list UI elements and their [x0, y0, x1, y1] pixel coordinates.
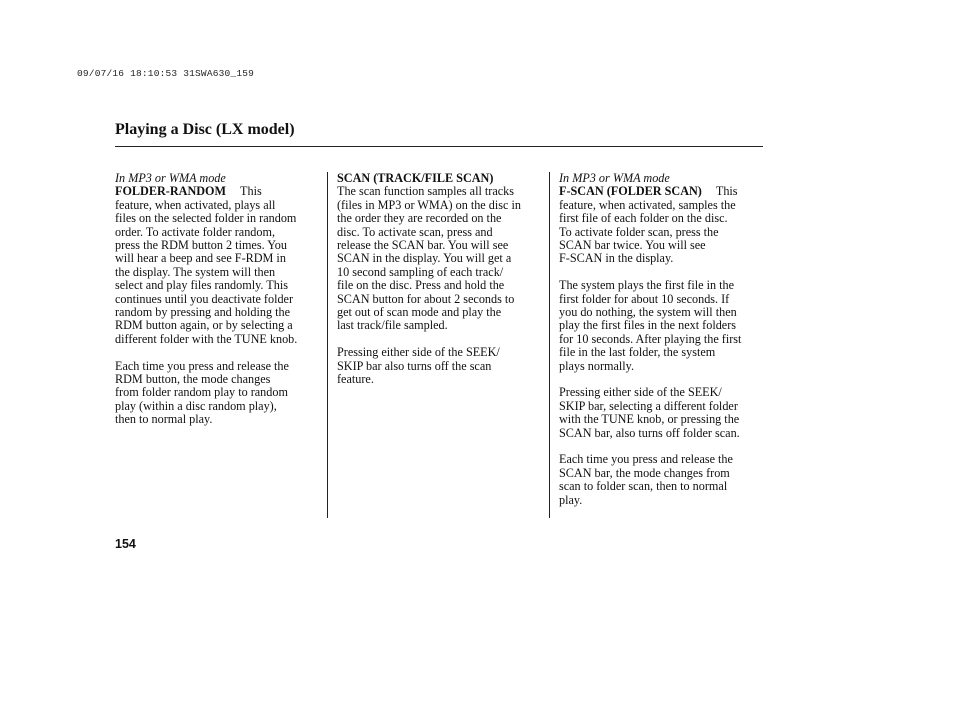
text-line: (files in MP3 or WMA) on the disc in [337, 197, 521, 212]
text-line: RDM button again, or by selecting a [115, 318, 293, 333]
text-line: SCAN bar, also turns off folder scan. [559, 425, 740, 440]
text-line: F-SCAN in the display. [559, 251, 674, 266]
text-line: The scan function samples all tracks [337, 184, 514, 199]
text-line: random by pressing and holding the [115, 305, 290, 320]
text-line: SKIP bar also turns off the scan [337, 358, 492, 373]
folder-scan-heading: F-SCAN (FOLDER SCAN) [559, 184, 702, 199]
text-line: feature. [337, 372, 374, 387]
folder-random-paragraph-1 [115, 185, 325, 346]
text-line: scan to folder scan, then to normal [559, 479, 728, 494]
text-line: continues until you deactivate folder [115, 291, 294, 306]
scan-heading: SCAN (TRACK/FILE SCAN) [337, 171, 494, 185]
text-line: To activate folder scan, press the [559, 224, 719, 239]
text-line: disc. To activate scan, press and [337, 224, 493, 239]
text-line: for 10 seconds. After playing the first [559, 331, 742, 346]
text-line: This [715, 184, 738, 199]
text-line: select and play files randomly. This [115, 278, 288, 293]
text-line: get out of scan mode and play the [337, 305, 502, 320]
text-line: the display. The system will then [115, 264, 276, 279]
text-line: play (within a disc random play), [115, 398, 277, 413]
text-line: plays normally. [559, 358, 635, 373]
folder-random-heading: FOLDER-RANDOM [115, 184, 227, 199]
text-line: last track/file sampled. [337, 318, 448, 333]
page-number: 154 [115, 537, 136, 551]
text-line: order. To activate folder random, [115, 224, 276, 239]
scan-paragraph-1 [337, 185, 545, 332]
mode-context-label: In MP3 or WMA mode [115, 171, 226, 185]
text-line: Pressing either side of the SEEK/ [559, 385, 722, 400]
text-line: from folder random play to random [115, 385, 288, 400]
text-line: file in the last folder, the system [559, 345, 716, 360]
text-line: feature, when activated, plays all [115, 197, 276, 212]
folder-random-paragraph-2 [115, 360, 325, 427]
text-line: Each time you press and release the [115, 358, 289, 373]
column-divider [327, 172, 328, 518]
scan-paragraph-2 [337, 346, 545, 386]
folder-scan-paragraph-3 [559, 386, 767, 440]
text-line: you do nothing, the system will then [559, 305, 737, 320]
folder-scan-paragraph-2 [559, 279, 767, 373]
text-line: feature, when activated, samples the [559, 197, 736, 212]
text-line: press the RDM button 2 times. You [115, 238, 287, 253]
text-line: SCAN button for about 2 seconds to [337, 291, 515, 306]
text-line: first file of each folder on the disc. [559, 211, 728, 226]
text-line: Each time you press and release the [559, 452, 733, 467]
text-line: SCAN bar, the mode changes from [559, 465, 730, 480]
column-divider [549, 172, 550, 518]
title-rule [115, 146, 763, 147]
text-line: will hear a beep and see F-RDM in [115, 251, 286, 266]
text-line: The system plays the first file in the [559, 278, 734, 293]
folder-scan-paragraph-1 [559, 185, 767, 265]
text-line: RDM button, the mode changes [115, 372, 271, 387]
text-line: SCAN in the display. You will get a [337, 251, 512, 266]
text-line: then to normal play. [115, 412, 213, 427]
text-line: 10 second sampling of each track/ [337, 264, 504, 279]
text-line: with the TUNE knob, or pressing the [559, 412, 740, 427]
mode-context-label: In MP3 or WMA mode [559, 171, 670, 185]
column-folder-random [115, 172, 325, 440]
text-line: Pressing either side of the SEEK/ [337, 345, 500, 360]
text-line: play. [559, 492, 583, 507]
text-line: file on the disc. Press and hold the [337, 278, 505, 293]
print-timestamp: 09/07/16 18:10:53 31SWA630_159 [77, 68, 255, 79]
text-line: SCAN bar twice. You will see [559, 238, 706, 253]
text-line: files on the selected folder in random [115, 211, 297, 226]
text-line: different folder with the TUNE knob. [115, 331, 298, 346]
text-line: release the SCAN bar. You will see [337, 238, 509, 253]
text-line: SKIP bar, selecting a different folder [559, 398, 738, 413]
page-title: Playing a Disc (LX model) [115, 121, 295, 138]
folder-scan-paragraph-4 [559, 453, 767, 507]
text-line: play the first files in the next folders [559, 318, 737, 333]
column-scan [337, 172, 545, 400]
text-line: the order they are recorded on the [337, 211, 502, 226]
text-line: first folder for about 10 seconds. If [559, 291, 730, 306]
column-folder-scan [559, 172, 767, 521]
text-line: This [240, 184, 262, 199]
